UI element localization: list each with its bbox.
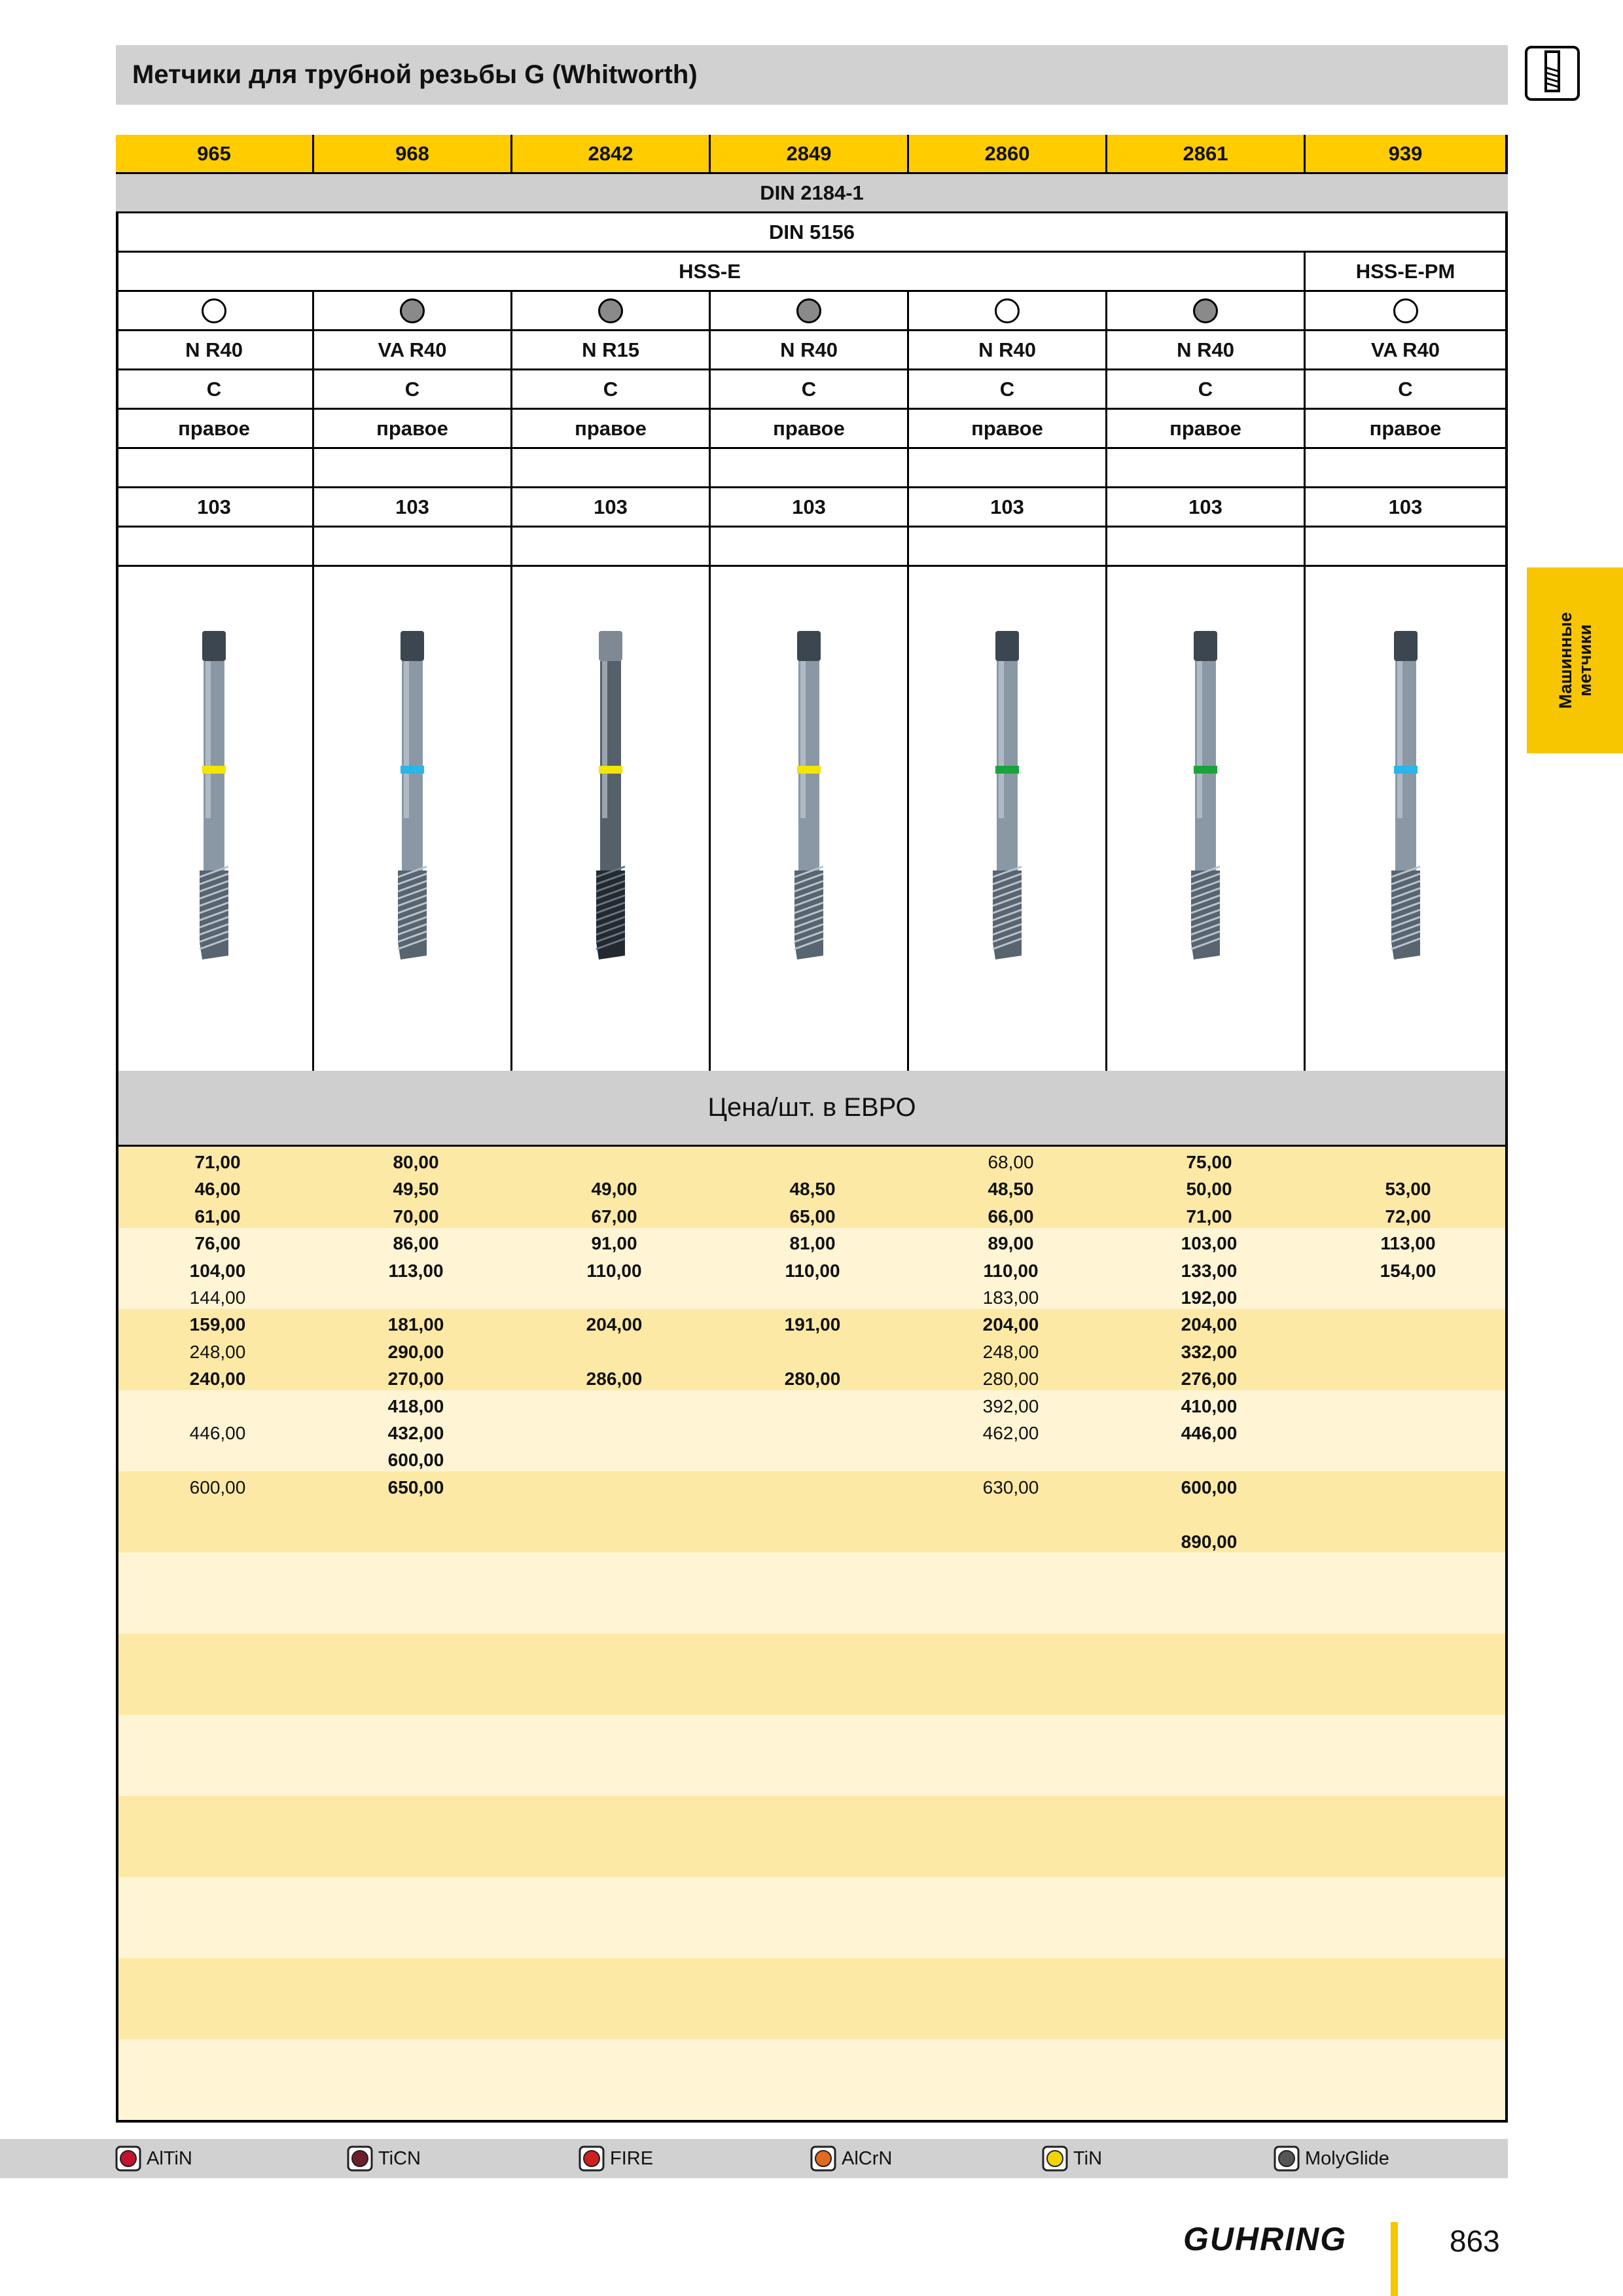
catalog-page-cell: 103 bbox=[1107, 488, 1306, 528]
tool-image-cell bbox=[711, 567, 909, 1071]
type-cell: VA R40 bbox=[314, 331, 512, 370]
machine-tap-image bbox=[981, 628, 1033, 969]
spacer-cell bbox=[1306, 449, 1505, 488]
form-cell: C bbox=[116, 370, 314, 410]
tool-image-cell bbox=[116, 567, 314, 1071]
legend-item bbox=[115, 2144, 192, 2173]
price-value: 110,00 bbox=[586, 1260, 642, 1281]
price-value: 248,00 bbox=[189, 1341, 246, 1362]
coating-marker-cell bbox=[116, 292, 314, 331]
machine-tap-image bbox=[386, 628, 438, 969]
article-number-cell: 2849 bbox=[711, 135, 909, 174]
catalog-page-cell: 103 bbox=[314, 488, 512, 528]
coating-marker-cell bbox=[1107, 292, 1306, 331]
coating-marker-icon bbox=[796, 298, 821, 323]
form-cell: C bbox=[1306, 370, 1505, 410]
article-number-cell: 965 bbox=[116, 135, 314, 174]
tool-image-cell bbox=[314, 567, 512, 1071]
price-value: 446,00 bbox=[1181, 1423, 1238, 1443]
price-value: 66,00 bbox=[988, 1206, 1034, 1227]
material-hss-e-pm: HSS-E-PM bbox=[1306, 253, 1505, 292]
guhring-logo bbox=[1183, 2219, 1380, 2261]
price-value: 248,00 bbox=[982, 1341, 1039, 1362]
type-cell: N R40 bbox=[909, 331, 1107, 370]
price-value: 113,00 bbox=[1380, 1233, 1436, 1254]
price-value: 110,00 bbox=[785, 1260, 840, 1281]
coating-marker-cell bbox=[1306, 292, 1505, 331]
standard-din-2184: DIN 2184-1 bbox=[116, 174, 1508, 213]
machine-tap-image bbox=[1179, 628, 1232, 969]
spacer-cell bbox=[512, 449, 711, 488]
machine-tap-image bbox=[584, 628, 637, 969]
price-value: 159,00 bbox=[189, 1314, 246, 1335]
price-value: 49,50 bbox=[393, 1179, 439, 1200]
footer-rule bbox=[1391, 2222, 1398, 2296]
section-tab-line2: метчики bbox=[1575, 624, 1595, 697]
price-value: 86,00 bbox=[393, 1233, 439, 1254]
price-band bbox=[118, 1877, 1505, 1958]
price-band bbox=[118, 1715, 1505, 1796]
tool-image-cell bbox=[909, 567, 1107, 1071]
article-number-cell: 2842 bbox=[512, 135, 711, 174]
price-value: 50,00 bbox=[1186, 1179, 1232, 1200]
price-value: 91,00 bbox=[591, 1233, 637, 1254]
machine-tap-icon bbox=[1524, 45, 1580, 101]
price-value: 290,00 bbox=[387, 1341, 444, 1362]
price-value: 276,00 bbox=[1181, 1369, 1238, 1390]
machine-tap-image bbox=[783, 628, 835, 969]
price-value: 103,00 bbox=[1181, 1233, 1238, 1254]
price-value: 71,00 bbox=[194, 1152, 241, 1172]
article-number-cell: 2860 bbox=[909, 135, 1107, 174]
price-value: 49,00 bbox=[591, 1179, 637, 1200]
price-value: 600,00 bbox=[189, 1477, 246, 1498]
form-cell: C bbox=[314, 370, 512, 410]
type-cell: N R15 bbox=[512, 331, 711, 370]
catalog-page-row bbox=[116, 488, 1508, 528]
spacer-cell bbox=[711, 449, 909, 488]
spacer-2-cell bbox=[512, 528, 711, 567]
price-value: 240,00 bbox=[189, 1369, 246, 1390]
molyglide-coating-icon bbox=[1274, 2145, 1300, 2172]
price-value: 418,00 bbox=[387, 1395, 444, 1416]
price-value: 890,00 bbox=[1181, 1531, 1238, 1552]
spacer-2-row bbox=[116, 528, 1508, 567]
tool-image-cell bbox=[512, 567, 711, 1071]
altin-coating-icon bbox=[115, 2145, 141, 2172]
standard-din-5156: DIN 5156 bbox=[116, 213, 1508, 253]
price-value: 392,00 bbox=[982, 1395, 1039, 1416]
hand-cell: правое bbox=[1306, 410, 1505, 449]
price-band bbox=[118, 1634, 1505, 1715]
price-value: 61,00 bbox=[194, 1206, 241, 1227]
price-value: 144,00 bbox=[189, 1287, 246, 1308]
price-value: 183,00 bbox=[982, 1287, 1039, 1308]
coating-marker-icon bbox=[995, 298, 1020, 323]
section-tab[interactable] bbox=[1527, 567, 1623, 753]
price-value: 75,00 bbox=[1186, 1152, 1232, 1172]
type-cell: N R40 bbox=[711, 331, 909, 370]
price-value: 650,00 bbox=[387, 1477, 444, 1498]
price-value: 181,00 bbox=[387, 1314, 444, 1335]
tool-image-cell bbox=[1306, 567, 1505, 1071]
form-cell: C bbox=[512, 370, 711, 410]
type-row bbox=[116, 331, 1508, 370]
price-value: 204,00 bbox=[982, 1314, 1039, 1335]
price-value: 76,00 bbox=[194, 1233, 241, 1254]
price-value: 68,00 bbox=[988, 1152, 1034, 1172]
price-band bbox=[118, 1796, 1505, 1877]
price-value: 72,00 bbox=[1385, 1206, 1431, 1227]
price-value: 600,00 bbox=[387, 1450, 444, 1471]
hand-cell: правое bbox=[909, 410, 1107, 449]
coating-marker-row bbox=[116, 292, 1508, 331]
spacer-cell bbox=[909, 449, 1107, 488]
price-value: 286,00 bbox=[586, 1369, 643, 1390]
standard-row-2 bbox=[116, 213, 1508, 253]
legend-item bbox=[579, 2144, 653, 2173]
price-value: 462,00 bbox=[982, 1423, 1039, 1443]
price-value: 48,50 bbox=[789, 1179, 836, 1200]
price-value: 67,00 bbox=[591, 1206, 637, 1227]
hand-row bbox=[116, 410, 1508, 449]
price-value: 332,00 bbox=[1181, 1341, 1238, 1362]
catalog-page-cell: 103 bbox=[711, 488, 909, 528]
logo-text: GUHRING bbox=[1183, 2221, 1347, 2257]
price-value: 70,00 bbox=[393, 1206, 439, 1227]
coating-marker-icon bbox=[598, 298, 623, 323]
price-value: 154,00 bbox=[1380, 1260, 1436, 1281]
coating-marker-cell bbox=[314, 292, 512, 331]
spacer-2-cell bbox=[909, 528, 1107, 567]
form-cell: C bbox=[711, 370, 909, 410]
article-number-cell: 2861 bbox=[1107, 135, 1306, 174]
type-cell: VA R40 bbox=[1306, 331, 1505, 370]
price-value: 110,00 bbox=[983, 1260, 1039, 1281]
article-number-cell: 968 bbox=[314, 135, 512, 174]
spacer-row bbox=[116, 449, 1508, 488]
price-value: 104,00 bbox=[189, 1260, 246, 1281]
legend-item bbox=[810, 2144, 892, 2173]
price-header: Цена/шт. в ЕВРО bbox=[118, 1071, 1505, 1147]
spacer-2-cell bbox=[711, 528, 909, 567]
page-number: 863 bbox=[1450, 2224, 1500, 2258]
type-cell: N R40 bbox=[1107, 331, 1306, 370]
legend-label: TiN bbox=[1073, 2147, 1103, 2169]
price-value: 192,00 bbox=[1181, 1287, 1238, 1308]
price-band bbox=[118, 2039, 1505, 2120]
legend-item bbox=[1042, 2144, 1102, 2173]
article-number-row bbox=[116, 135, 1508, 174]
price-value: 204,00 bbox=[586, 1314, 643, 1335]
hand-cell: правое bbox=[711, 410, 909, 449]
article-number-cell: 939 bbox=[1306, 135, 1505, 174]
tool-image-cell bbox=[1107, 567, 1306, 1071]
coating-marker-icon bbox=[202, 298, 226, 323]
price-value: 204,00 bbox=[1181, 1314, 1238, 1335]
spacer-2-cell bbox=[1107, 528, 1306, 567]
fire-coating-icon bbox=[579, 2145, 605, 2172]
price-value: 600,00 bbox=[1181, 1477, 1238, 1498]
spacer-cell bbox=[116, 449, 314, 488]
legend-label: MolyGlide bbox=[1305, 2147, 1389, 2169]
price-value: 432,00 bbox=[387, 1423, 444, 1443]
price-value: 280,00 bbox=[784, 1369, 841, 1390]
legend-label: AlTiN bbox=[147, 2147, 192, 2169]
section-tab-line1: Машинные bbox=[1556, 612, 1575, 709]
price-band bbox=[118, 1552, 1505, 1634]
form-cell: C bbox=[909, 370, 1107, 410]
material-hss-e: HSS-E bbox=[116, 253, 1306, 292]
price-value: 191,00 bbox=[784, 1314, 841, 1335]
catalog-page-cell: 103 bbox=[116, 488, 314, 528]
section-tab-label bbox=[1556, 612, 1595, 709]
ticn-coating-icon bbox=[347, 2145, 373, 2172]
price-value: 65,00 bbox=[789, 1206, 836, 1227]
price-band bbox=[118, 1958, 1505, 2039]
price-value: 53,00 bbox=[1385, 1179, 1431, 1200]
tool-image-row bbox=[116, 567, 1508, 1071]
price-value: 113,00 bbox=[388, 1260, 444, 1281]
price-value: 410,00 bbox=[1181, 1395, 1238, 1416]
coating-marker-cell bbox=[711, 292, 909, 331]
alcrn-coating-icon bbox=[810, 2145, 836, 2172]
legend-item bbox=[347, 2144, 421, 2173]
hand-cell: правое bbox=[1107, 410, 1306, 449]
price-value: 280,00 bbox=[982, 1369, 1039, 1390]
price-value: 630,00 bbox=[982, 1477, 1039, 1498]
price-value: 270,00 bbox=[387, 1369, 444, 1390]
machine-tap-image bbox=[1380, 628, 1432, 969]
price-value: 446,00 bbox=[189, 1423, 246, 1443]
machine-tap-image bbox=[188, 628, 240, 969]
standard-row-1 bbox=[116, 174, 1508, 213]
coating-marker-icon bbox=[400, 298, 425, 323]
spacer-cell bbox=[1107, 449, 1306, 488]
catalog-page-cell: 103 bbox=[512, 488, 711, 528]
catalog-page-cell: 103 bbox=[1306, 488, 1505, 528]
legend-item bbox=[1274, 2144, 1389, 2173]
price-value: 89,00 bbox=[988, 1233, 1034, 1254]
type-cell: N R40 bbox=[116, 331, 314, 370]
coating-marker-cell bbox=[909, 292, 1107, 331]
page-title: Метчики для трубной резьбы G (Whitworth) bbox=[132, 60, 698, 89]
legend-label: FIRE bbox=[610, 2147, 654, 2169]
catalog-page-cell: 103 bbox=[909, 488, 1107, 528]
coating-marker-icon bbox=[1393, 298, 1418, 323]
price-value: 46,00 bbox=[194, 1179, 241, 1200]
price-value: 48,50 bbox=[988, 1179, 1034, 1200]
legend-label: TiCN bbox=[378, 2147, 421, 2169]
hand-cell: правое bbox=[512, 410, 711, 449]
spacer-cell bbox=[314, 449, 512, 488]
legend-label: AlCrN bbox=[842, 2147, 893, 2169]
spacer-2-cell bbox=[1306, 528, 1505, 567]
price-value: 81,00 bbox=[789, 1233, 836, 1254]
coating-marker-icon bbox=[1193, 298, 1218, 323]
price-value: 133,00 bbox=[1181, 1260, 1238, 1281]
form-cell: C bbox=[1107, 370, 1306, 410]
hand-cell: правое bbox=[314, 410, 512, 449]
form-row bbox=[116, 370, 1508, 410]
price-value: 80,00 bbox=[393, 1152, 439, 1172]
coating-marker-cell bbox=[512, 292, 711, 331]
price-value: 71,00 bbox=[1186, 1206, 1232, 1227]
hand-cell: правое bbox=[116, 410, 314, 449]
tin-coating-icon bbox=[1042, 2145, 1068, 2172]
material-row bbox=[116, 253, 1508, 292]
spacer-2-cell bbox=[116, 528, 314, 567]
spacer-2-cell bbox=[314, 528, 512, 567]
